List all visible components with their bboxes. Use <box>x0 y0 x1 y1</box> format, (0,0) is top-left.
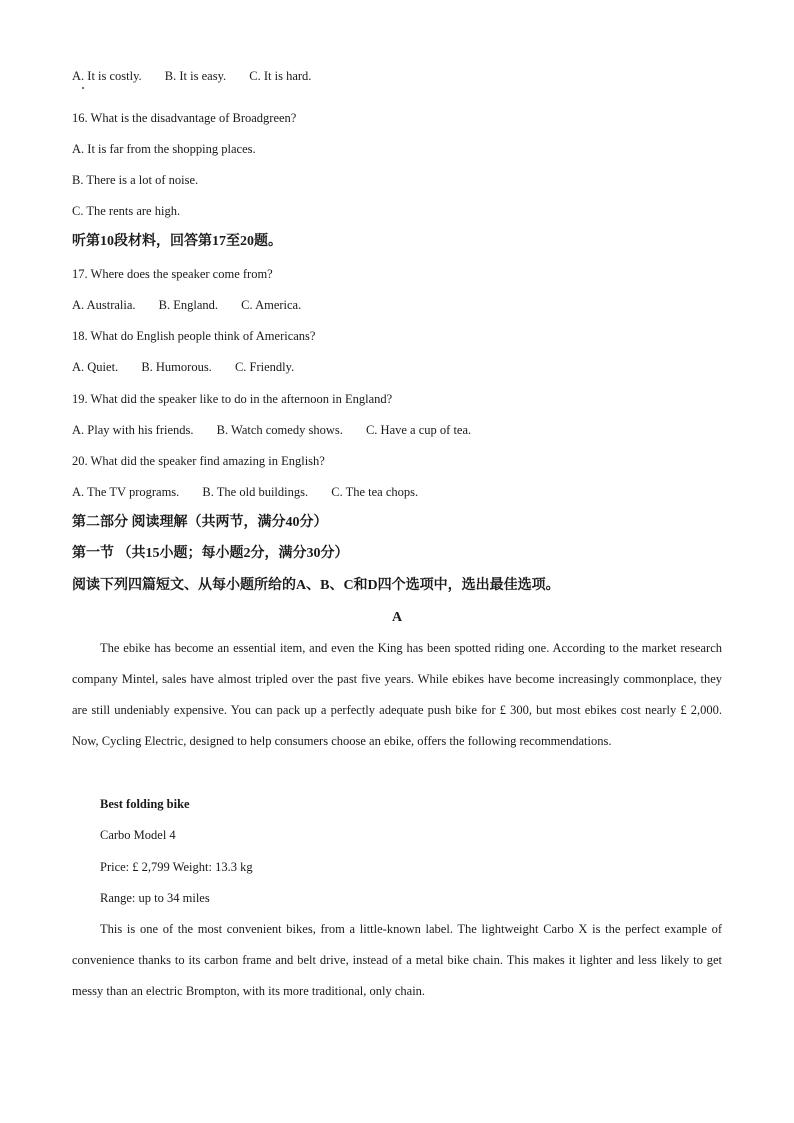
option-a: A. Quiet. <box>72 360 119 374</box>
option-b: B. England. <box>158 298 219 312</box>
option-b: B. It is easy. <box>164 69 227 83</box>
option-b: B. Watch comedy shows. <box>216 423 343 437</box>
q16-option-c: C. The rents are high. <box>72 204 181 218</box>
section1-header: 第一节 （共15小题；每小题2分，满分30分） <box>72 546 349 561</box>
q18-options <box>72 359 294 375</box>
option-c: C. Have a cup of tea. <box>365 423 472 437</box>
option-c: C. America. <box>241 298 302 312</box>
best-folding-bike-heading: Best folding bike <box>100 797 190 811</box>
reading-instructions: 阅读下列四篇短文、从每小题所给的A、B、C和D四个选项中，选出最佳选项。 <box>72 578 560 593</box>
passage-paragraph-1: The ebike has become an essential item, and even the King has been spotted riding one. According to the market research company Mintel, sales have almost tripled over the past five years. While ebikes have become increasingly commonplace, they are still undeniably expensive. You can pack up a perfectly adequate push bike for £ 300, but most ebikes cost nearly £ 2,000. Now, Cycling Electric, designed to help consumers choose an ebike, offers the following recommendations. <box>72 641 722 748</box>
question-19: 19. What did the speaker like to do in the afternoon in England? <box>72 392 393 406</box>
question-16: 16. What is the disadvantage of Broadgreen? <box>72 111 297 125</box>
option-c: C. Friendly. <box>234 360 295 374</box>
q20-options <box>72 484 418 500</box>
option-b: B. The old buildings. <box>202 485 309 499</box>
option-a: A. It is costly. <box>72 69 142 83</box>
option-a: A. Australia. <box>72 298 136 312</box>
q17-options <box>72 297 301 313</box>
option-c: C. The tea chops. <box>331 485 419 499</box>
passage-paragraph-2: This is one of the most convenient bikes, from a little-known label. The lightweight Carbo X is the perfect example of convenience thanks to its carbon frame and belt drive, instead of a metal bike chain. This makes it lighter and less likely to get messy than an electric Brompton, with its more traditional, only chain. <box>72 922 722 998</box>
q15-options <box>72 68 311 84</box>
q16-option-b: B. There is a lot of noise. <box>72 173 199 187</box>
q16-option-a: A. It is far from the shopping places. <box>72 142 256 156</box>
question-18: 18. What do English people think of Americans? <box>72 329 316 343</box>
bike-range: Range: up to 34 miles <box>100 891 210 905</box>
bike-price-weight: Price: £ 2,799 Weight: 13.3 kg <box>100 860 253 874</box>
part2-header: 第二部分 阅读理解（共两节，满分40分） <box>72 515 328 530</box>
passage-label: A <box>391 610 403 625</box>
question-20: 20. What did the speaker find amazing in English? <box>72 454 325 468</box>
option-a: A. The TV programs. <box>72 485 180 499</box>
stray-dot <box>82 87 84 89</box>
option-c: C. It is hard. <box>249 69 312 83</box>
q19-options <box>72 422 471 438</box>
question-17: 17. Where does the speaker come from? <box>72 267 273 281</box>
section10-header: 听第10段材料，回答第17至20题。 <box>72 234 282 249</box>
option-b: B. Humorous. <box>141 360 212 374</box>
option-a: A. Play with his friends. <box>72 423 194 437</box>
bike-model: Carbo Model 4 <box>100 828 176 842</box>
